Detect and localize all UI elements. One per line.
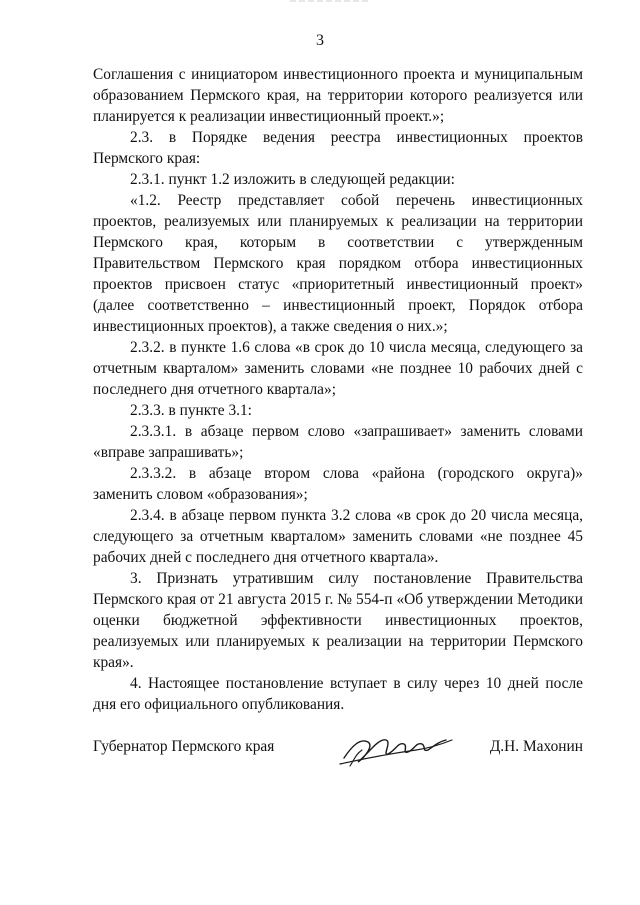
page-number: 3: [316, 32, 324, 49]
paragraph-quote-1-2: «1.2. Реестр представляет собой перечень инвестиционных проектов, реализуемых или планируемых к реализации на территории Пермского края, которым в соответствии с утвержденным Правительством Пермского края порядком отбора инвестиционных проектов присвоен статус «приоритетный инвестиционный проект» (далее соответственно – инвестиционный проект, Порядок отбора инвестиционных проектов), а также сведения о них.»;: [93, 192, 583, 335]
paragraph-2-3-4: 2.3.4. в абзаце первом пункта 3.2 слова «в срок до 20 числа месяца, следующего за отчетным кварталом» заменить словами «не позднее 45 рабочих дней с последнего дня отчетного квартала».: [93, 507, 583, 566]
paragraph-2-3: 2.3. в Порядке ведения реестра инвестиционных проектов Пермского края:: [93, 129, 583, 167]
handwritten-signature: [338, 724, 458, 774]
scan-artifact-mark: [290, 0, 370, 3]
paragraph-2-3-3-2: 2.3.3.2. в абзаце втором слова «района (городского округа)» заменить словом «образования»;: [93, 465, 583, 503]
document-body: [93, 64, 583, 715]
paragraph-2-3-2: 2.3.2. в пункте 1.6 слова «в срок до 10 числа месяца, следующего за отчетным кварталом» заменить словами «не позднее 10 рабочих дней с последнего дня отчетного квартала»;: [93, 339, 583, 398]
paragraph-4: 4. Настоящее постановление вступает в силу через 10 дней после дня его официального опубликования.: [93, 675, 583, 713]
paragraph-2-3-1: 2.3.1. пункт 1.2 изложить в следующей редакции:: [130, 171, 455, 188]
paragraph-2-3-3-1: 2.3.3.1. в абзаце первом слово «запрашивает» заменить словами «вправе запрашивать»;: [93, 423, 583, 461]
signatory-title: Губернатор Пермского края: [93, 738, 275, 755]
paragraph-2-3-3: 2.3.3. в пункте 3.1:: [130, 402, 252, 419]
signatory-name: Д.Н. Махонин: [489, 738, 583, 755]
signature-block: [93, 738, 583, 778]
paragraph-continuation: Соглашения с инициатором инвестиционного проекта и муниципальным образованием Пермского края, на территории которого реализуется или планируется к реализации инвестиционный проект.»;: [93, 66, 583, 125]
paragraph-3: 3. Признать утратившим силу постановление Правительства Пермского края от 21 августа 2015 г. № 554-п «Об утверждении Методики оценки бюджетной эффективности инвестиционных проектов, реализуемых или планируемых к реализации на территории Пермского края».: [93, 570, 583, 671]
